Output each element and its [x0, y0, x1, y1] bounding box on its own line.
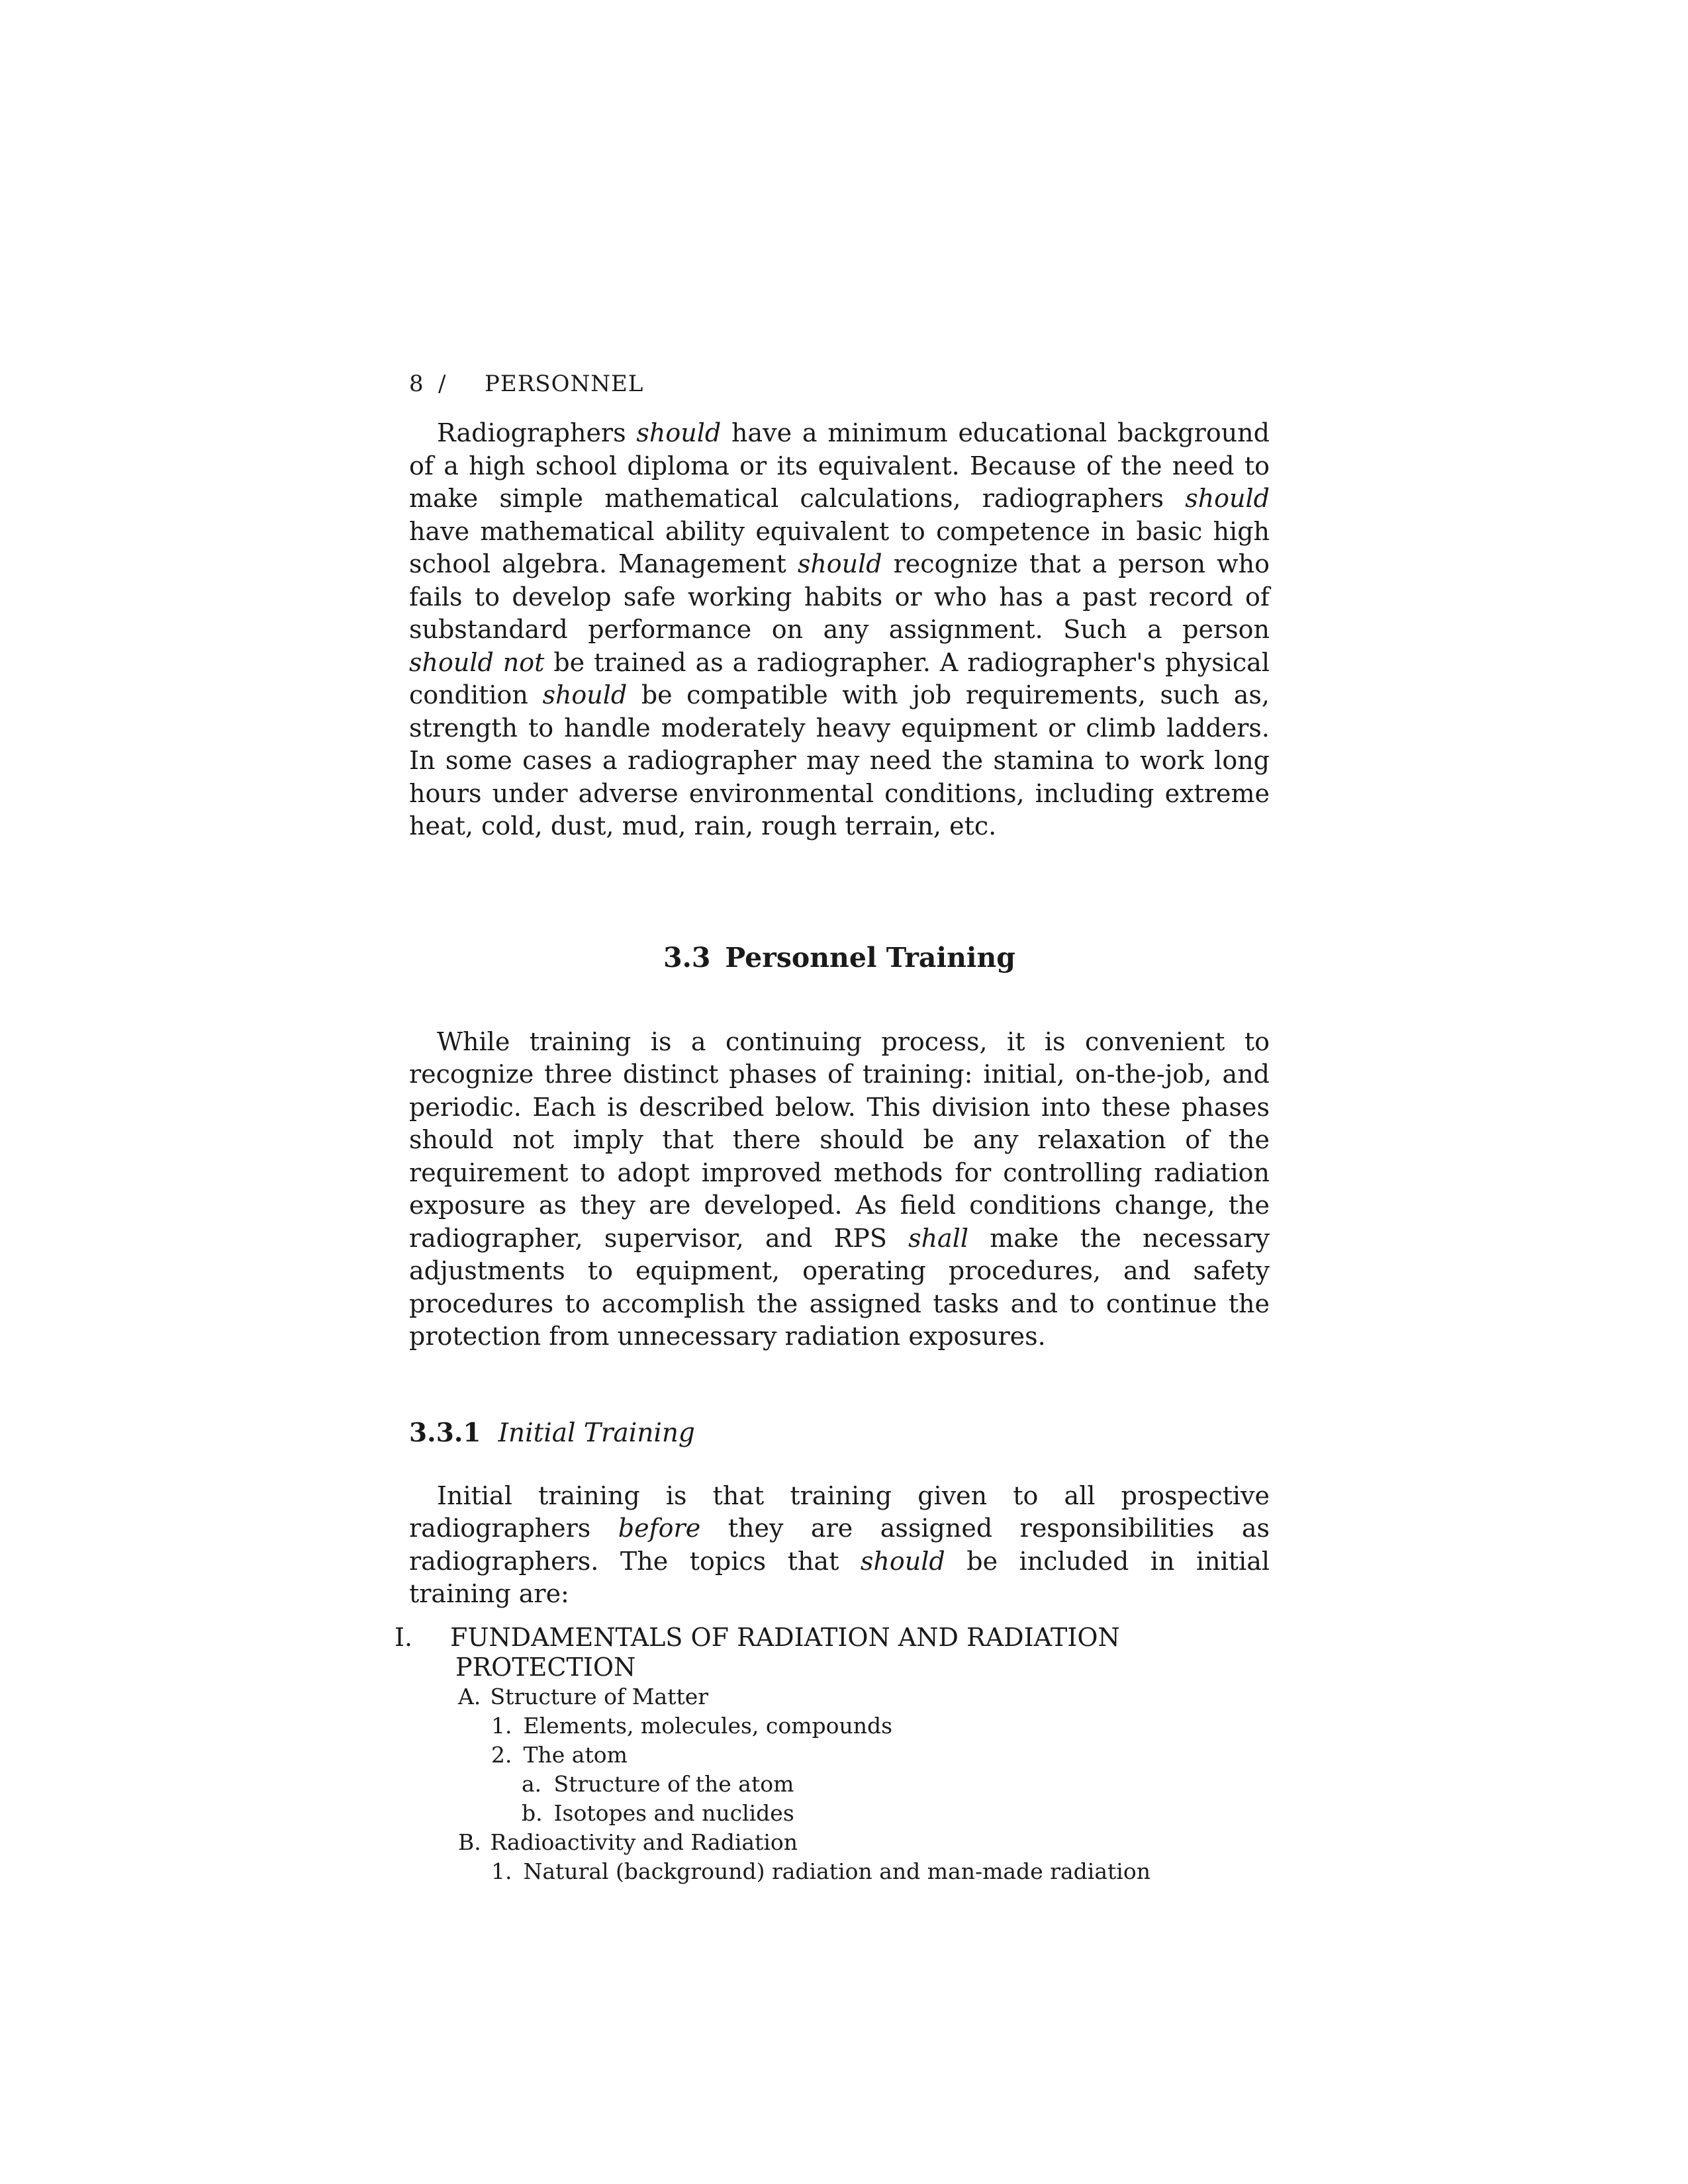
- subsection-title: Initial Training: [498, 1418, 695, 1448]
- chapter-title: PERSONNEL: [485, 371, 644, 397]
- outline-item-a2a: a. Structure of the atom: [522, 1770, 794, 1797]
- section-heading: [409, 941, 1270, 974]
- initial-training-paragraph: Initial training is that training given to all prospective radiographers before they are assigned responsibilities as radiographers. The topics that should be included in initial training are:: [409, 1480, 1270, 1608]
- section-title: Personnel Training: [725, 941, 1015, 974]
- outline-item-a2: 2. The atom: [491, 1741, 628, 1768]
- outline-item-a: A. Structure of Matter: [458, 1683, 709, 1709]
- training-paragraph: While training is a continuing process, it is convenient to recognize three distinct phases of training: initial, on-the-job, and periodic. Each is described below. This division into these phases should not imply that there should be any relaxation of the requirement to adopt improved methods for controlling radiation exposure as they are developed. As field conditions change, the radiographer, supervisor, and RPS shall make the necessary adjustments to equipment, operating procedures, and safety procedures to accomplish the assigned tasks and to continue the protection from unnecessary radiation exposures.: [409, 1026, 1270, 1351]
- page-number: 8: [409, 371, 424, 397]
- outline-item-b1: 1. Natural (background) radiation and man-made radiation: [491, 1858, 1150, 1884]
- topics-outline: [395, 1622, 1270, 1886]
- outline-item-i: I. FUNDAMENTALS OF RADIATION AND RADIATION PROTECTION: [395, 1622, 1120, 1682]
- outline-item-b: B. Radioactivity and Radiation: [458, 1829, 798, 1855]
- intro-paragraph: Radiographers should have a minimum educational background of a high school diploma or its equivalent. Because of the need to make simple mathematical calculations, radiographers should have mathematical ability equivalent to competence in basic high school algebra. Management should recognize that a person who fails to develop safe working habits or who has a past record of substandard performance on any assignment. Such a person should not be trained as a radiographer. A radiographer's physical condition should be compatible with job requirements, such as, strength to handle moderately heavy equipment or climb ladders. In some cases a radiographer may need the stamina to work long hours under adverse environmental conditions, including extreme heat, cold, dust, mud, rain, rough terrain, etc.: [409, 418, 1270, 841]
- outline-item-a1: 1. Elements, molecules, compounds: [491, 1712, 893, 1739]
- subsection-heading: [409, 1417, 1270, 1449]
- running-header: [409, 371, 1270, 402]
- header-separator: /: [438, 371, 447, 397]
- section-number: 3.3: [663, 941, 711, 974]
- outline-item-a2b: b. Isotopes and nuclides: [522, 1799, 794, 1826]
- document-page: [395, 371, 1270, 1886]
- subsection-number: 3.3.1: [409, 1417, 481, 1448]
